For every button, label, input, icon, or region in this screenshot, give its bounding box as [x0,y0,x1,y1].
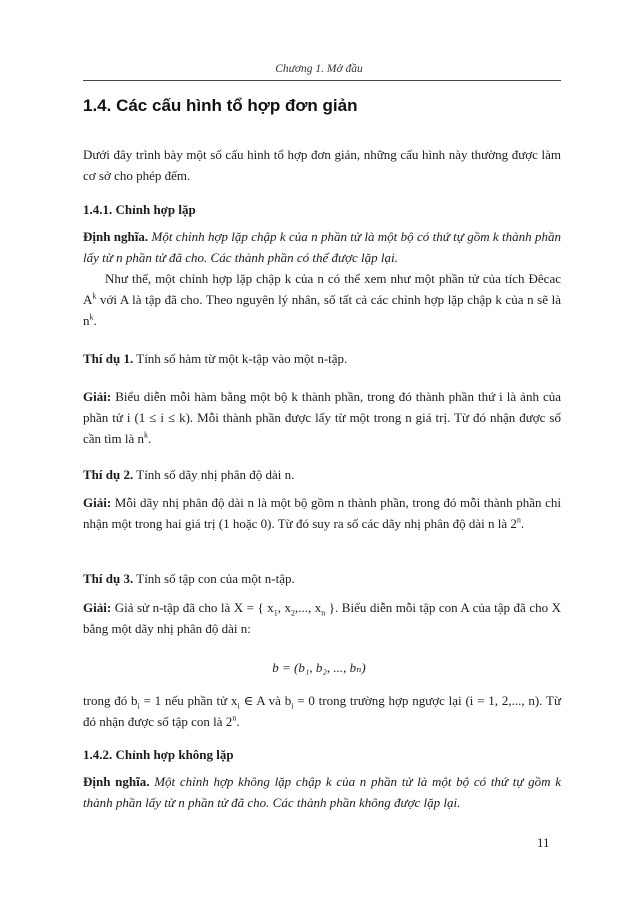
definition-label: Định nghĩa. [83,229,149,244]
section-title: 1.4. Các cấu hình tổ hợp đơn giản [83,96,358,115]
text: ∈ A và b [239,693,292,708]
text: Giả sử n-tập đã cho là X = { x [114,600,274,615]
definition-2 [83,771,561,813]
subscript: 1 [273,608,278,618]
definition-text: Một chỉnh hợp không lặp chập k của n phần tử là một bộ có thứ tự gồm k thành phần lấy từ n phần tử đã cho. Các thành phần không được lặp lại. [83,774,562,810]
text: . [236,714,240,729]
subsection-title-1: 1.4.1. Chỉnh hợp lặp [83,202,196,217]
header-rule [83,80,561,81]
example-label: Thí dụ 2. [83,467,134,482]
formula-binary-sequence: b = (b₁, b₂, ..., bₙ) [272,660,366,675]
running-head: Chương 1. Mở đầu [275,63,363,75]
example-question: Tính số tập con của một n-tập. [136,571,295,586]
text: = 1 nếu phần tử x [139,693,238,708]
example-label: Thí dụ 3. [83,571,134,586]
solution-label: Giải: [83,389,112,404]
paragraph-product [83,268,561,331]
superscript: n [232,713,237,723]
subscript: 2 [291,608,296,618]
text: ,..., x [295,600,322,615]
example-3 [83,568,561,589]
text: . [520,516,525,531]
superscript: k [92,291,97,301]
example-1 [83,348,561,369]
example-question: Tính số dãy nhị phân độ dài n. [136,467,295,482]
text: Như thế, một chỉnh hợp lặp chập k của n có thể xem như một phần tử của tích Đêcac A [83,271,561,307]
superscript: n [516,515,521,525]
subsection-title-2: 1.4.2. Chỉnh hợp không lặp [83,747,234,762]
solution-3-continued [83,690,561,732]
text: với A là tập đã cho. Theo nguyên lý nhân, số tất cả các chỉnh hợp lặp chập k của n sẽ là n [83,292,561,328]
superscript: k [144,430,149,440]
page-number: 11 [537,835,550,850]
solution-label: Giải: [83,600,112,615]
intro-paragraph: Dưới đây trình bày một số cấu hình tổ hợp đơn giản, những cấu hình này thường được làm cơ sở cho phép đếm. [83,147,561,183]
text: }. Biểu diễn mỗi tập con A của tập đã cho X bằng một dãy nhị phân độ dài n: [83,600,562,636]
solution-3 [83,597,561,639]
text: . [148,431,152,446]
text: trong đó b [83,693,138,708]
subscript: n [321,608,326,618]
text: , x [277,600,292,615]
example-label: Thí dụ 1. [83,351,134,366]
text: = 0 trong trường hợp ngược lại (i = 1, 2,..., n). Từ đó nhận được số tập con là 2 [83,693,561,729]
solution-text: Biểu diễn mỗi hàm bằng một bộ k thành phần, trong đó thành phần thứ i là ảnh của phần tử i (1 ≤ i ≤ k). Mỗi thành phần được lấy từ một trong n giá trị. Từ đó nhận được số cần tìm là n [83,389,562,446]
solution-2 [83,492,561,534]
definition-1 [83,226,561,268]
solution-text: Mỗi dãy nhị phân độ dài n là một bộ gồm n thành phần, trong đó mỗi thành phần chỉ nhận một trong hai giá trị (1 hoặc 0). Từ đó suy ra số các dãy nhị phân độ dài n là 2 [83,495,561,531]
solution-label: Giải: [83,495,112,510]
example-question: Tính số hàm từ một k-tập vào một n-tập. [136,351,348,366]
definition-text: Một chỉnh hợp lặp chập k của n phần tử là một bộ có thứ tự gồm k thành phần lấy từ n phần tử đã cho. Các thành phần có thể được lặp lại. [83,229,562,265]
subscript: i [137,701,140,711]
superscript: k [89,312,94,322]
definition-label: Định nghĩa. [83,774,150,789]
subscript: i [237,701,240,711]
text: . [93,313,97,328]
example-2 [83,464,561,485]
subscript: i [291,701,294,711]
solution-1 [83,386,561,449]
